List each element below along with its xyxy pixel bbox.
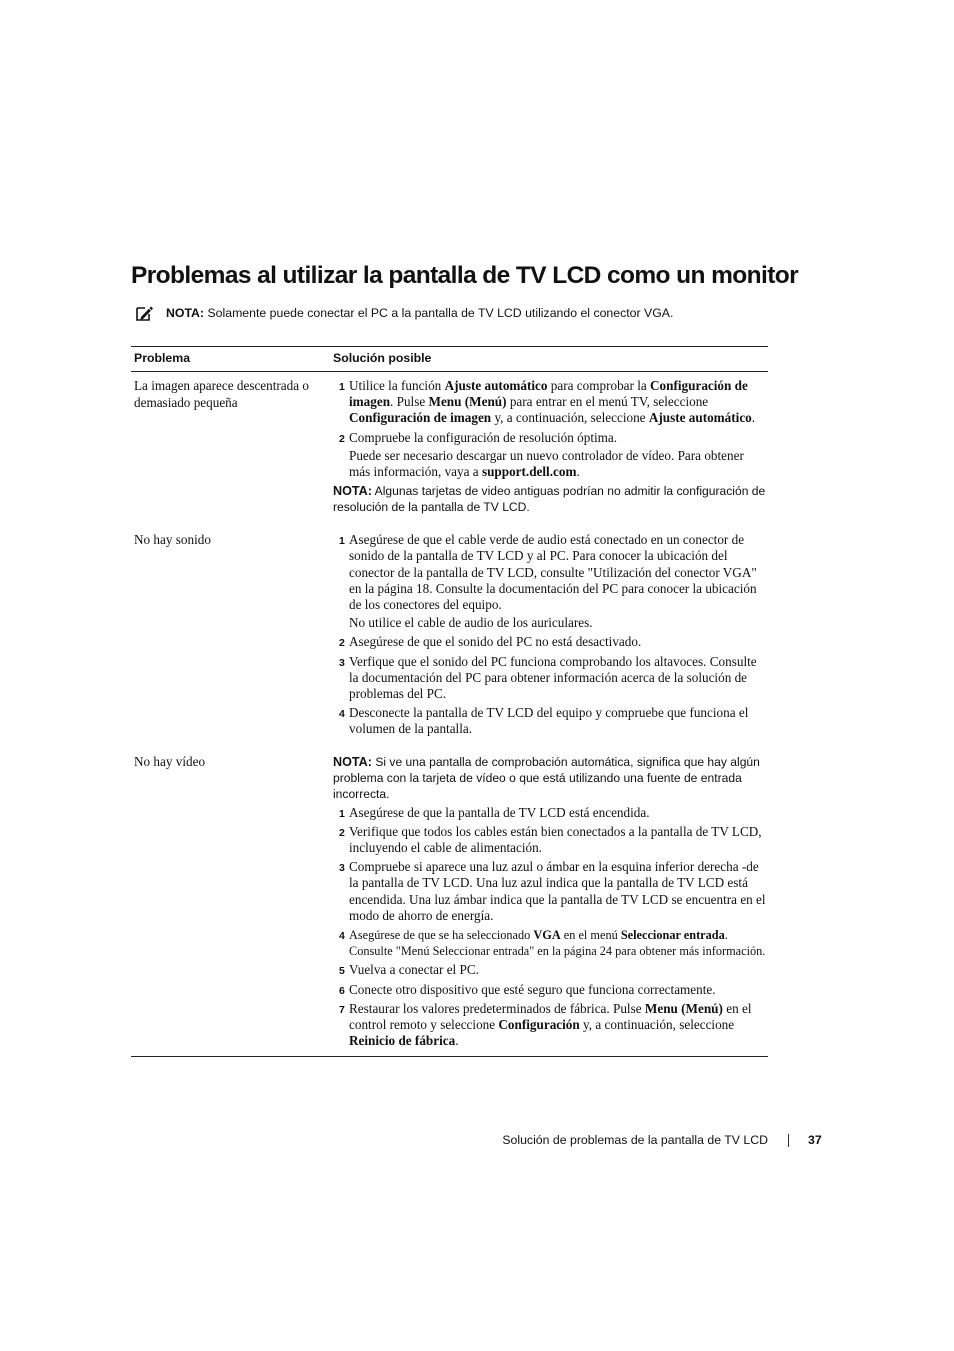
step-text: . (751, 410, 756, 426)
pencil-note-icon (136, 305, 154, 321)
note-text: Solamente puede conectar el PC a la pantalla de TV LCD utilizando el conector VGA. (207, 306, 674, 320)
table-row (131, 523, 768, 744)
step-text: y, a continuación, seleccione (579, 1017, 735, 1033)
step-number: 4 (339, 708, 345, 721)
step-number: 3 (339, 862, 345, 875)
header-problem: Problema (134, 351, 191, 365)
step-text: Asegúrese de que el cable verde de audio está conectado en un conector de sonido de la pantalla de TV LCD y al PC. Para conocer la ubicación del conector de la pantalla de TV LCD, consulte "Utilización del conector VGA" en la página 18. Consulte la documentación del PC para conocer la ubicación de los conectores del equipo. (349, 532, 757, 613)
page-title: Problemas al utilizar la pantalla de TV LCD como un monitor (131, 262, 799, 289)
step-number: 2 (339, 826, 345, 839)
step-number: 4 (339, 930, 345, 943)
note-text: Algunas tarjetas de video antiguas podrían no admitir la configuración de resolución de la pantalla de TV LCD. (333, 484, 766, 515)
step-text: Conecte otro dispositivo que esté seguro que funciona correctamente. (349, 981, 716, 997)
solution-step (333, 378, 767, 427)
step-text-emphasis: Ajuste automático (444, 378, 548, 393)
step-number: 5 (339, 965, 345, 978)
step-text-emphasis: Configuración de imagen (349, 378, 748, 410)
solution-step (333, 1001, 767, 1050)
solution-step (333, 532, 767, 631)
step-text-emphasis: Configuración de imagen (349, 410, 492, 426)
step-text: Verfique que el sonido del PC funciona comprobando los altavoces. Consulte la documentación del PC para obtener información acerca de la solución de problemas del PC. (349, 653, 757, 702)
step-text: . (455, 1033, 459, 1049)
problem-cell: La imagen aparece descentrada o demasiado pequeña (134, 378, 309, 410)
table-bottom-rule (131, 1056, 768, 1057)
solution-cell (333, 754, 767, 1050)
note-label: NOTA: (333, 484, 372, 499)
step-number: 1 (339, 535, 345, 548)
solution-step (333, 824, 767, 856)
step-text: No utilice el cable de audio de los auriculares. (349, 615, 593, 631)
step-text: . Pulse (390, 394, 429, 410)
step-text-emphasis: Seleccionar entrada (620, 928, 725, 943)
step-text: Utilice la función (349, 378, 445, 393)
solution-step (333, 705, 767, 737)
footer-text: Solución de problemas de la pantalla de TV LCD (502, 1133, 768, 1147)
step-text: Asegúrese de que el sonido del PC no está desactivado. (349, 634, 642, 650)
page-number: 37 (808, 1133, 822, 1147)
solution-step (333, 634, 767, 650)
step-extra-text (349, 615, 767, 631)
step-text: para comprobar la (547, 378, 651, 393)
table-row (131, 372, 768, 523)
step-text: Compruebe si aparece una luz azul o ámbar en la esquina inferior derecha -de la pantalla de TV LCD. Una luz azul indica que la pantalla de TV LCD está encendida. Una luz ámbar indica que la pantalla de TV LCD se encuentra en el modo de ahorro de energía. (349, 859, 766, 923)
step-text-emphasis: Menu (Menú) (644, 1000, 723, 1016)
step-extra-text (349, 448, 767, 480)
solution-note (333, 483, 767, 515)
step-text: y, a continuación, seleccione (491, 410, 649, 426)
solution-step (333, 982, 767, 998)
solution-step (333, 430, 767, 481)
solution-step (333, 962, 767, 978)
step-text-emphasis: support.dell.com (481, 464, 577, 480)
table-header (131, 347, 768, 371)
step-text: Desconecte la pantalla de TV LCD del equipo y compruebe que funciona el volumen de la pantalla. (349, 705, 749, 737)
step-text-emphasis: Configuración (498, 1017, 580, 1033)
footer-separator (788, 1134, 789, 1147)
step-number: 7 (339, 1003, 345, 1016)
step-text: Asegúrese de que se ha seleccionado (349, 928, 534, 943)
solution-step (333, 805, 767, 821)
solution-cell (333, 378, 767, 515)
table-body (131, 372, 768, 1056)
table-row (131, 745, 768, 1056)
solution-step (333, 654, 767, 703)
step-text: en el menú (560, 928, 621, 943)
step-text: Asegúrese de que la pantalla de TV LCD está encendida. (349, 804, 650, 820)
step-number: 1 (339, 381, 345, 393)
step-text-emphasis: VGA (533, 928, 561, 943)
step-number: 1 (339, 807, 345, 820)
step-number: 6 (339, 984, 345, 997)
step-text: Vuelva a conectar el PC. (349, 962, 479, 978)
troubleshooting-table (131, 346, 768, 1057)
step-text: . (576, 464, 580, 480)
step-number: 3 (339, 656, 345, 669)
solution-note (333, 754, 767, 802)
header-solution: Solución posible (333, 351, 432, 365)
step-number: 2 (339, 432, 345, 445)
problem-cell: No hay vídeo (134, 753, 206, 769)
problem-cell: No hay sonido (134, 532, 211, 548)
step-number: 2 (339, 637, 345, 650)
step-text: Restaurar los valores predeterminados de fábrica. Pulse (349, 1000, 645, 1016)
solution-step (333, 927, 767, 959)
step-text-emphasis: Reinicio de fábrica (349, 1033, 456, 1049)
step-text: Compruebe la configuración de resolución óptima. (349, 429, 618, 445)
step-text-emphasis: Ajuste automático (648, 410, 752, 426)
page-footer (0, 1133, 954, 1149)
step-text: . Consulte "Menú Seleccionar entrada" en la página 24 para obtener más información. (349, 928, 766, 959)
note-label: NOTA: (166, 306, 205, 320)
note-text: Si ve una pantalla de comprobación automática, significa que hay algún problema con la tarjeta de vídeo o que está utilizando una fuente de entrada incorrecta. (333, 754, 760, 801)
note-label: NOTA: (333, 754, 372, 769)
step-text: para entrar en el menú TV, seleccione (506, 394, 709, 410)
step-text: Verifique que todos los cables están bien conectados a la pantalla de TV LCD, incluyendo el cable de alimentación. (349, 823, 762, 856)
solution-cell (333, 532, 767, 737)
step-text: Puede ser necesario descargar un nuevo controlador de vídeo. Para obtener más información, vaya a (349, 447, 744, 480)
step-text: en el control remoto y seleccione (349, 1000, 752, 1033)
step-text-emphasis: Menu (Menú) (428, 394, 507, 410)
solution-step (333, 859, 767, 924)
